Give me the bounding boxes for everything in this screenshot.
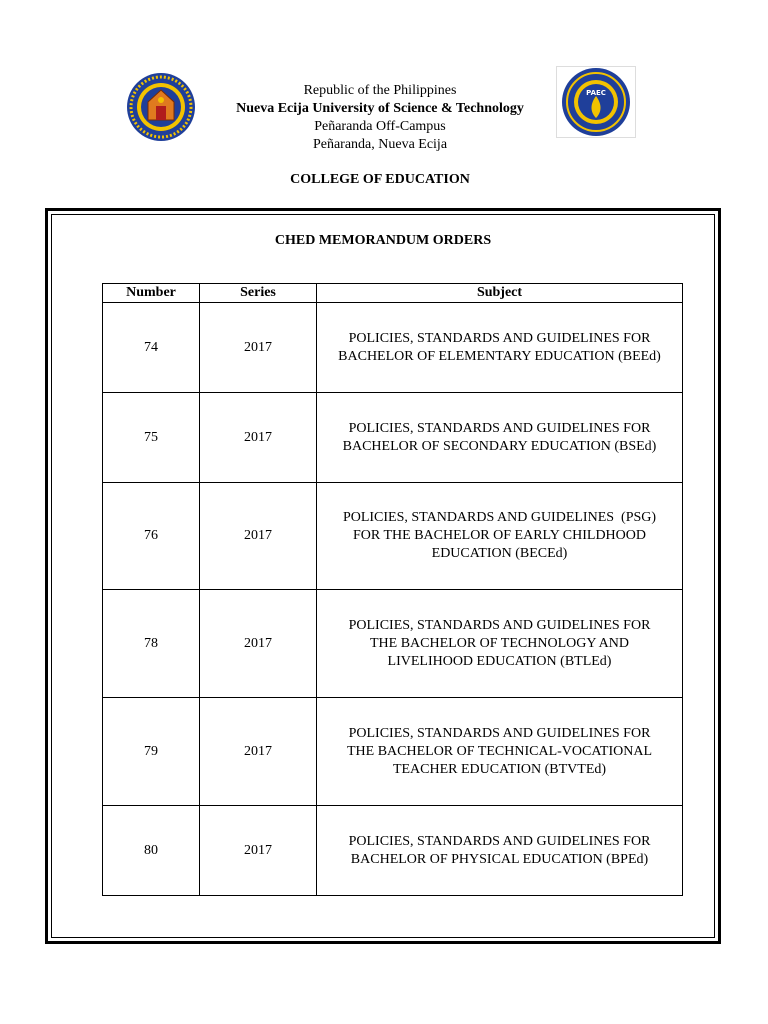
subject-line: POLICIES, STANDARDS AND GUIDELINES FOR (348, 833, 651, 849)
subject-line: POLICIES, STANDARDS AND GUIDELINES (PSG) (342, 510, 657, 525)
table-row (103, 698, 683, 806)
row-subject (317, 806, 683, 896)
college-title: COLLEGE OF EDUCATION (290, 172, 470, 187)
row-subject (317, 393, 683, 483)
memo-table-header-row (103, 284, 683, 303)
subject-line: LIVELIHOOD EDUCATION (BTLEd) (387, 653, 612, 669)
row-number: 74 (103, 303, 200, 393)
header-republic: Republic of the Philippines (303, 83, 457, 98)
subject-line: BACHELOR OF SECONDARY EDUCATION (BSEd) (342, 438, 657, 454)
row-subject (317, 483, 683, 590)
row-series: 2017 (200, 303, 317, 393)
memo-section-title: CHED MEMORANDUM ORDERS (274, 233, 492, 248)
table-row (103, 393, 683, 483)
header-subject: Subject (317, 284, 683, 303)
table-row (103, 806, 683, 896)
header-location: Peñaranda, Nueva Ecija (312, 137, 448, 152)
table-row (103, 303, 683, 393)
subject-line: POLICIES, STANDARDS AND GUIDELINES FOR (348, 330, 651, 346)
subject-line: POLICIES, STANDARDS AND GUIDELINES FOR (348, 617, 651, 633)
subject-line: FOR THE BACHELOR OF EARLY CHILDHOOD (353, 528, 646, 543)
subject-line: THE BACHELOR OF TECHNOLOGY AND (370, 635, 629, 651)
row-subject (317, 698, 683, 806)
row-number: 78 (103, 590, 200, 698)
row-series: 2017 (200, 393, 317, 483)
document-header (200, 82, 560, 154)
subject-line: TEACHER EDUCATION (BTVTEd) (392, 761, 607, 777)
subject-line: POLICIES, STANDARDS AND GUIDELINES FOR (348, 420, 651, 436)
table-row (103, 590, 683, 698)
table-row (103, 483, 683, 590)
row-series: 2017 (200, 483, 317, 590)
subject-line: BACHELOR OF ELEMENTARY EDUCATION (BEEd) (338, 348, 661, 364)
header-university: Nueva Ecija University of Science & Technology (236, 101, 524, 116)
row-series: 2017 (200, 590, 317, 698)
paec-logo-text: PAEC (586, 89, 606, 97)
row-subject (317, 303, 683, 393)
row-number: 76 (103, 483, 200, 590)
header-series: Series (200, 284, 317, 303)
neust-seal-logo (126, 72, 196, 142)
subject-line: EDUCATION (BECEd) (431, 546, 568, 561)
memo-frame (45, 208, 721, 944)
header-number: Number (103, 284, 200, 303)
subject-line: POLICIES, STANDARDS AND GUIDELINES FOR (348, 725, 651, 741)
row-number: 79 (103, 698, 200, 806)
row-subject (317, 590, 683, 698)
row-number: 80 (103, 806, 200, 896)
row-series: 2017 (200, 698, 317, 806)
memo-table (102, 283, 683, 896)
header-campus: Peñaranda Off-Campus (314, 119, 446, 134)
subject-line: BACHELOR OF PHYSICAL EDUCATION (BPEd) (350, 851, 649, 867)
paec-seal-logo (556, 66, 636, 138)
subject-line: THE BACHELOR OF TECHNICAL-VOCATIONAL (346, 743, 652, 759)
row-series: 2017 (200, 806, 317, 896)
row-number: 75 (103, 393, 200, 483)
